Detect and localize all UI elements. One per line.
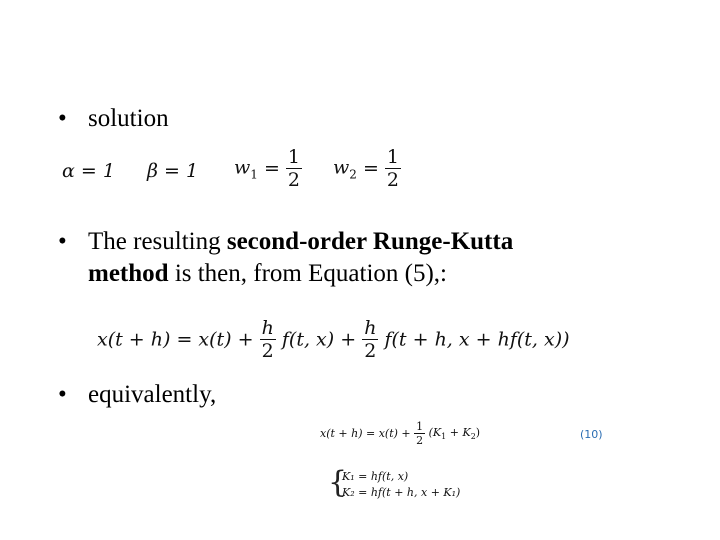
eq-k-close: ): [475, 425, 481, 439]
rk-equation: [97, 317, 570, 362]
eq-line1-pre: x(t + h) = x(t) +: [320, 427, 411, 440]
param-w1: [234, 146, 302, 191]
w1-symbol: w: [234, 156, 251, 179]
k1-definition: [342, 470, 408, 483]
rk-term1: f(t, x) +: [281, 328, 357, 351]
eq-half-den: 2: [416, 434, 424, 447]
w2-numerator: 1: [386, 146, 400, 168]
rk-lhs: x(t + h) = x(t) +: [97, 328, 254, 351]
rk-frac-1-num: h: [261, 317, 274, 339]
equivalent-equation: [320, 420, 480, 447]
k1-line: K₁ = hf(t, x): [342, 470, 409, 483]
w1-subscript: 1: [250, 167, 258, 182]
bullet-text-post: is then, from Equation (5),:: [168, 260, 447, 287]
eq-k2-sub: 2: [470, 432, 476, 442]
equation-number: (10): [580, 428, 603, 441]
bullet-text-bold: second-order Runge-Kutta: [226, 228, 514, 255]
w2-denominator: 2: [386, 169, 400, 191]
eq-k-sum: [428, 425, 481, 442]
bullet-marker: •: [58, 228, 67, 255]
rk-frac-1-den: 2: [261, 340, 274, 362]
w2-fraction: [385, 146, 401, 191]
w2-equals: =: [362, 157, 379, 180]
bullet-text-pre: The resulting: [88, 228, 227, 255]
bullet-text-bold2: method: [88, 260, 169, 287]
rk-term2: f(t + h, x + hf(t, x)): [384, 328, 570, 351]
eq-half-num: 1: [416, 420, 424, 433]
k2-definition: [342, 486, 460, 499]
eq-k-plus: + K: [446, 425, 471, 439]
w2-symbol: w: [333, 156, 350, 179]
eq-k1-sub: 1: [441, 432, 447, 442]
param-alpha: [62, 160, 115, 182]
eq-half: [414, 420, 425, 447]
rk-frac-2: [362, 317, 378, 362]
w1-numerator: 1: [287, 146, 301, 168]
k2-line: K₂ = hf(t + h, x + K₁): [342, 486, 461, 499]
w1-equals: =: [263, 157, 280, 180]
bullet-text: solution: [88, 105, 169, 132]
param-w2: [333, 146, 401, 191]
w2-subscript: 2: [349, 167, 357, 182]
bullet-text: equivalently,: [88, 381, 217, 408]
eq-k-open: (K: [428, 425, 442, 439]
param-beta: [147, 160, 198, 182]
bullet-text-line1: [88, 226, 513, 258]
beta-equation: β = 1: [147, 160, 199, 182]
w1-denominator: 2: [287, 169, 301, 191]
rk-frac-1: [260, 317, 276, 362]
bullet-marker: •: [58, 381, 67, 408]
system-brace: {: [328, 465, 348, 500]
bullet-marker: •: [58, 105, 67, 132]
rk-frac-2-den: 2: [364, 340, 377, 362]
bullet-text-line2: [88, 258, 447, 290]
rk-frac-2-num: h: [364, 317, 377, 339]
w1-fraction: [286, 146, 302, 191]
alpha-equation: α = 1: [62, 160, 115, 182]
